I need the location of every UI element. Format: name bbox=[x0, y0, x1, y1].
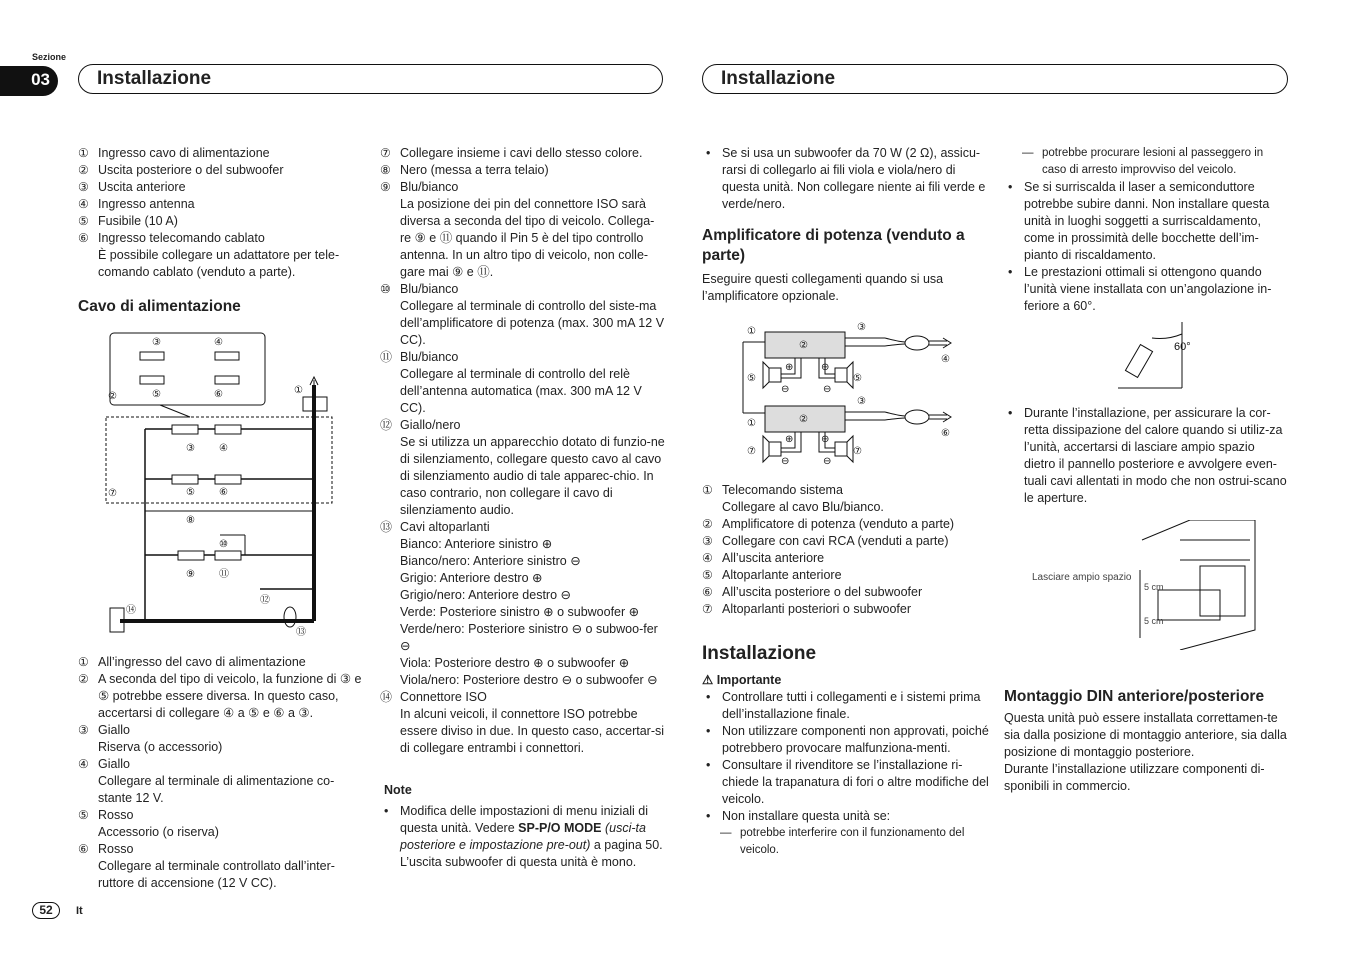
ventilation-bullet: • Durante l’installazione, per assicurare la cor-retta dissipazione del calore quando si utiliz-za l’unità, accertarsi di lasciare ampio spazio dietro il pannello posteriore e avvolgere even-tuali cavi allentati in modo che non ostrui-scano le aperture. bbox=[1004, 405, 1289, 507]
svg-text:⑨: ⑨ bbox=[186, 569, 195, 580]
svg-text:③: ③ bbox=[186, 443, 195, 454]
item-detail: Se si utilizza un apparecchio dotato di funzio-ne di silenziamento, collegare questo cavo al cavo di silenziamento audio di tale apparec-chio. In caso contrario, non collegare il cavo di silenziamento audio. bbox=[400, 435, 665, 517]
page-title-right: Installazione bbox=[702, 64, 1288, 94]
col3-installation bbox=[702, 672, 990, 859]
item-text: Connettore ISO bbox=[400, 690, 487, 704]
svg-text:⑥: ⑥ bbox=[214, 389, 223, 400]
svg-text:⑥: ⑥ bbox=[219, 487, 228, 498]
item-detail: La posizione dei pin del connettore ISO sarà diversa a seconda del tipo di veicolo. Collega-re ⑨ e ⑪ quando il Pin 5 è del tipo controllo antenna. In un altro tipo di veicolo, non colle-gare mai ⑨ e ⑪. bbox=[400, 197, 655, 279]
list-item bbox=[78, 807, 363, 841]
item-number: ④ bbox=[702, 551, 713, 565]
section-heading-installation: Installazione bbox=[702, 643, 817, 664]
item-text: Giallo bbox=[98, 723, 130, 737]
list-item bbox=[702, 584, 990, 601]
item-text: Rosso bbox=[98, 842, 134, 856]
item-text: A seconda del tipo di veicolo, la funzione di ③ e ⑤ potrebbe essere diversa. In questo caso, accertarsi di collegare ④ a ⑤ e ⑥ a ③. bbox=[98, 672, 362, 720]
item-detail: È possibile collegare un adattatore per tele-comando cablato (venduto a parte). bbox=[98, 248, 340, 279]
cm-top-label: 5 cm bbox=[1144, 582, 1164, 592]
item-text: Altoparlante anteriore bbox=[722, 568, 842, 582]
svg-text:⑤: ⑤ bbox=[152, 389, 161, 400]
item-number: ② bbox=[702, 517, 713, 531]
item-number: ⑦ bbox=[702, 602, 713, 616]
angle-label: 60° bbox=[1174, 341, 1191, 353]
item-text: Collegare con cavi RCA (venduti a parte) bbox=[722, 534, 949, 548]
item-text: Rosso bbox=[98, 808, 134, 822]
item-detail: Collegare al terminale di controllo del relè dell’antenna automatica (max. 300 mA 12 V CC). bbox=[400, 367, 642, 415]
svg-text:⑤: ⑤ bbox=[747, 373, 756, 384]
item-detail: Accessorio (o riserva) bbox=[98, 825, 219, 839]
svg-text:④: ④ bbox=[214, 337, 223, 348]
list-item bbox=[380, 281, 665, 349]
col1-list-top bbox=[78, 145, 363, 281]
list-item bbox=[380, 417, 665, 519]
bullet-item: • Consultare il rivenditore se l’installazione ri-chiede la trapanatura di fori o altre modifiche del veicolo. bbox=[702, 757, 990, 808]
item-detail: Collegare al terminale controllato dall’inter-ruttore di accensione (12 V CC). bbox=[98, 859, 335, 890]
list-item bbox=[78, 145, 363, 162]
col2-list bbox=[380, 145, 665, 757]
item-number: ⑦ bbox=[380, 146, 391, 160]
item-text: Blu/bianco bbox=[400, 350, 459, 364]
svg-text:⊖: ⊖ bbox=[823, 384, 832, 395]
item-number: ⑤ bbox=[78, 808, 89, 822]
item-number: ④ bbox=[78, 757, 89, 771]
col3-list bbox=[702, 482, 990, 618]
bullet-item: • Le prestazioni ottimali si ottengono quando l’unità viene installata con un’angolazione in-feriore a 60°. bbox=[1004, 264, 1289, 315]
svg-text:③: ③ bbox=[857, 322, 866, 333]
item-number: ⑪ bbox=[380, 350, 393, 364]
item-text: Ingresso antenna bbox=[98, 197, 195, 211]
svg-text:③: ③ bbox=[152, 337, 161, 348]
item-detail: Collegare al terminale di alimentazione co-stante 12 V. bbox=[98, 774, 335, 805]
list-item bbox=[78, 196, 363, 213]
list-item bbox=[702, 516, 990, 533]
item-text: Ingresso cavo di alimentazione bbox=[98, 146, 270, 160]
angle-diagram bbox=[1110, 320, 1200, 392]
section-heading-amplifier: Amplificatore di potenza (venduto a parte) bbox=[702, 227, 965, 264]
list-item bbox=[380, 349, 665, 417]
cm-bottom-label: 5 cm bbox=[1144, 616, 1164, 626]
svg-text:⑪: ⑪ bbox=[219, 569, 229, 580]
svg-text:⑥: ⑥ bbox=[941, 428, 950, 439]
item-text: Fusibile (10 A) bbox=[98, 214, 178, 228]
item-number: ④ bbox=[78, 197, 89, 211]
col1-list-bottom bbox=[78, 654, 363, 892]
item-text: Uscita posteriore o del subwoofer bbox=[98, 163, 284, 177]
item-text: Uscita anteriore bbox=[98, 180, 186, 194]
dashboard-diagram bbox=[1030, 520, 1260, 650]
list-item bbox=[78, 162, 363, 179]
item-number: ⑫ bbox=[380, 418, 393, 432]
item-number: ⑨ bbox=[380, 180, 391, 194]
svg-text:③: ③ bbox=[857, 396, 866, 407]
list-item bbox=[78, 722, 363, 756]
svg-text:⊕: ⊕ bbox=[785, 434, 794, 445]
bullet-item: • Se si surriscalda il laser a semiconduttore potrebbe subire danni. Non installare questa unità in luoghi soggetti a surriscaldamento, come in prossimità delle bocchette dell’im-pianto di riscaldamento. bbox=[1004, 179, 1289, 264]
item-number: ⑥ bbox=[78, 842, 89, 856]
power-cable-diagram bbox=[100, 325, 345, 645]
list-item bbox=[380, 519, 665, 689]
item-text: Altoparlanti posteriori o subwoofer bbox=[722, 602, 911, 616]
svg-text:④: ④ bbox=[219, 443, 228, 454]
item-number: ① bbox=[78, 655, 89, 669]
item-number: ⑬ bbox=[380, 520, 393, 534]
item-number: ③ bbox=[702, 534, 713, 548]
item-detail: In alcuni veicoli, il connettore ISO potrebbe essere diviso in due. In questo caso, accertar-si di collegare entrambi i connettori. bbox=[400, 707, 665, 755]
svg-text:⑬: ⑬ bbox=[296, 627, 306, 638]
list-item bbox=[78, 213, 363, 230]
item-detail: Collegare al cavo Blu/bianco. bbox=[722, 500, 884, 514]
svg-text:⊕: ⊕ bbox=[821, 434, 830, 445]
svg-text:⊖: ⊖ bbox=[781, 456, 790, 467]
item-text: Giallo bbox=[98, 757, 130, 771]
item-text: All’ingresso del cavo di alimentazione bbox=[98, 655, 306, 669]
list-item bbox=[78, 179, 363, 196]
bullet-item: • Non installare questa unità se: bbox=[702, 808, 990, 825]
svg-text:⑧: ⑧ bbox=[186, 515, 195, 526]
item-text: All’uscita posteriore o del subwoofer bbox=[722, 585, 923, 599]
col4-ventilation bbox=[1004, 405, 1289, 507]
list-item bbox=[78, 230, 363, 281]
item-number: ⑥ bbox=[702, 585, 713, 599]
item-text: Collegare insieme i cavi dello stesso colore. bbox=[400, 146, 643, 160]
section-label: Sezione bbox=[32, 52, 67, 62]
section-number: 03 bbox=[0, 66, 58, 96]
important-icon: ⚠ bbox=[702, 673, 714, 687]
language-code: It bbox=[76, 905, 83, 917]
item-number: ⑭ bbox=[380, 690, 393, 704]
svg-text:⑦: ⑦ bbox=[853, 446, 862, 457]
svg-text:⊖: ⊖ bbox=[823, 456, 832, 467]
item-number: ⑤ bbox=[78, 214, 89, 228]
amplifier-intro: Eseguire questi collegamenti quando si usa l’amplificatore opzionale. bbox=[702, 272, 944, 303]
svg-text:⑦: ⑦ bbox=[108, 488, 117, 499]
svg-text:②: ② bbox=[799, 340, 808, 351]
amplifier-diagram bbox=[735, 318, 965, 468]
svg-text:⑤: ⑤ bbox=[186, 487, 195, 498]
bullet-item: • Controllare tutti i collegamenti e i sistemi prima dell’installazione finale. bbox=[702, 689, 990, 723]
item-number: ⑧ bbox=[380, 163, 391, 177]
din-text: Questa unità può essere installata correttamen-te sia dalla posizione di montaggio anteriore, sia dalla posizione di montaggio posteriore. Durante l’installazione utilizzare componenti di-sponibili in commercio. bbox=[1004, 711, 1287, 793]
item-text: Cavi altoparlanti bbox=[400, 520, 490, 534]
important-label: Importante bbox=[716, 673, 782, 687]
note-line2: L’uscita subwoofer di questa unità è mono. bbox=[400, 855, 637, 869]
list-item bbox=[702, 533, 990, 550]
svg-text:④: ④ bbox=[941, 354, 950, 365]
space-label: Lasciare ampio spazio bbox=[1032, 572, 1132, 583]
item-number: ② bbox=[78, 163, 89, 177]
item-text: Nero (messa a terra telaio) bbox=[400, 163, 549, 177]
item-text: Blu/bianco bbox=[400, 180, 459, 194]
item-text: Blu/bianco bbox=[400, 282, 459, 296]
item-detail: Bianco: Anteriore sinistro ⊕ Bianco/nero: Anteriore sinistro ⊖ Grigio: Anteriore destro ⊕ Grigio/nero: Anteriore destro ⊖ Verde: Posteriore sinistro ⊕ o subwoofer ⊕ Verde/nero: Posteriore sinistro ⊖ o subwoo-fer ⊖ Viola: Posteriore destro ⊕ o subwoofer ⊕ Viola/nero: Posteriore destro ⊖ o subwoofer ⊖ bbox=[400, 537, 658, 687]
item-number: ② bbox=[78, 672, 89, 686]
item-number: ⑥ bbox=[78, 231, 89, 245]
item-text: Giallo/nero bbox=[400, 418, 461, 432]
item-number: ③ bbox=[78, 723, 89, 737]
list-item bbox=[380, 145, 665, 162]
dash-item: — potrebbe interferire con il funzionamento del veicolo. bbox=[720, 825, 990, 859]
subwoofer-bullet: • Se si usa un subwoofer da 70 W (2 Ω), assicu-rarsi di collegarlo ai fili viola e viola/nero di questa unità. Non collegare niente ai fili verde e verde/nero. bbox=[702, 145, 990, 213]
svg-text:⑤: ⑤ bbox=[853, 373, 862, 384]
list-item bbox=[380, 162, 665, 179]
item-detail: Riserva (o accessorio) bbox=[98, 740, 223, 754]
list-item bbox=[702, 482, 990, 516]
dash-item: — potrebbe procurare lesioni al passeggero in caso di arresto improvviso del veicolo. bbox=[1022, 145, 1289, 179]
list-item bbox=[78, 756, 363, 807]
svg-text:⊖: ⊖ bbox=[781, 384, 790, 395]
item-number: ① bbox=[702, 483, 713, 497]
list-item bbox=[380, 689, 665, 757]
svg-text:⊕: ⊕ bbox=[785, 362, 794, 373]
list-item bbox=[380, 179, 665, 281]
item-text: Amplificatore di potenza (venduto a parte) bbox=[722, 517, 955, 531]
note-item: • Modifica delle impostazioni di menu iniziali di questa unità. Vedere SP-P/O MODE (usci-ta posteriore e impostazione pre-out) a pagina 50. bbox=[380, 803, 665, 854]
bullet-item: • Non utilizzare componenti non approvati, poiché potrebbero provocare malfunziona-menti. bbox=[702, 723, 990, 757]
page-title-left: Installazione bbox=[78, 64, 663, 94]
list-item bbox=[78, 654, 363, 671]
item-number: ⑤ bbox=[702, 568, 713, 582]
item-text: Ingresso telecomando cablato bbox=[98, 231, 265, 245]
page-number: 52 bbox=[32, 902, 60, 919]
item-number: ① bbox=[78, 146, 89, 160]
section-heading-power-cable: Cavo di alimentazione bbox=[78, 298, 241, 315]
list-item bbox=[78, 841, 363, 892]
svg-text:⑩: ⑩ bbox=[219, 539, 228, 550]
col3-top bbox=[702, 145, 990, 305]
svg-text:⑦: ⑦ bbox=[747, 446, 756, 457]
svg-text:①: ① bbox=[747, 326, 756, 337]
item-detail: Collegare al terminale di controllo del siste-ma dell’amplificatore di potenza (max. 300 mA 12 V CC). bbox=[400, 299, 665, 347]
list-item bbox=[702, 567, 990, 584]
section-heading-din: Montaggio DIN anteriore/posteriore bbox=[1004, 688, 1265, 705]
svg-text:⑭: ⑭ bbox=[126, 605, 136, 616]
svg-text:⊕: ⊕ bbox=[821, 362, 830, 373]
col4-top bbox=[1004, 145, 1289, 315]
svg-text:①: ① bbox=[294, 385, 303, 396]
list-item bbox=[78, 671, 363, 722]
item-text: Telecomando sistema bbox=[722, 483, 843, 497]
svg-text:①: ① bbox=[747, 418, 756, 429]
item-number: ⑩ bbox=[380, 282, 391, 296]
svg-text:⑫: ⑫ bbox=[260, 595, 270, 606]
list-item bbox=[702, 550, 990, 567]
item-text: All’uscita anteriore bbox=[722, 551, 825, 565]
col2-note bbox=[380, 782, 665, 871]
item-number: ③ bbox=[78, 180, 89, 194]
svg-text:②: ② bbox=[799, 414, 808, 425]
list-item bbox=[702, 601, 990, 618]
svg-text:②: ② bbox=[108, 391, 117, 402]
note-title: Note bbox=[384, 783, 412, 797]
